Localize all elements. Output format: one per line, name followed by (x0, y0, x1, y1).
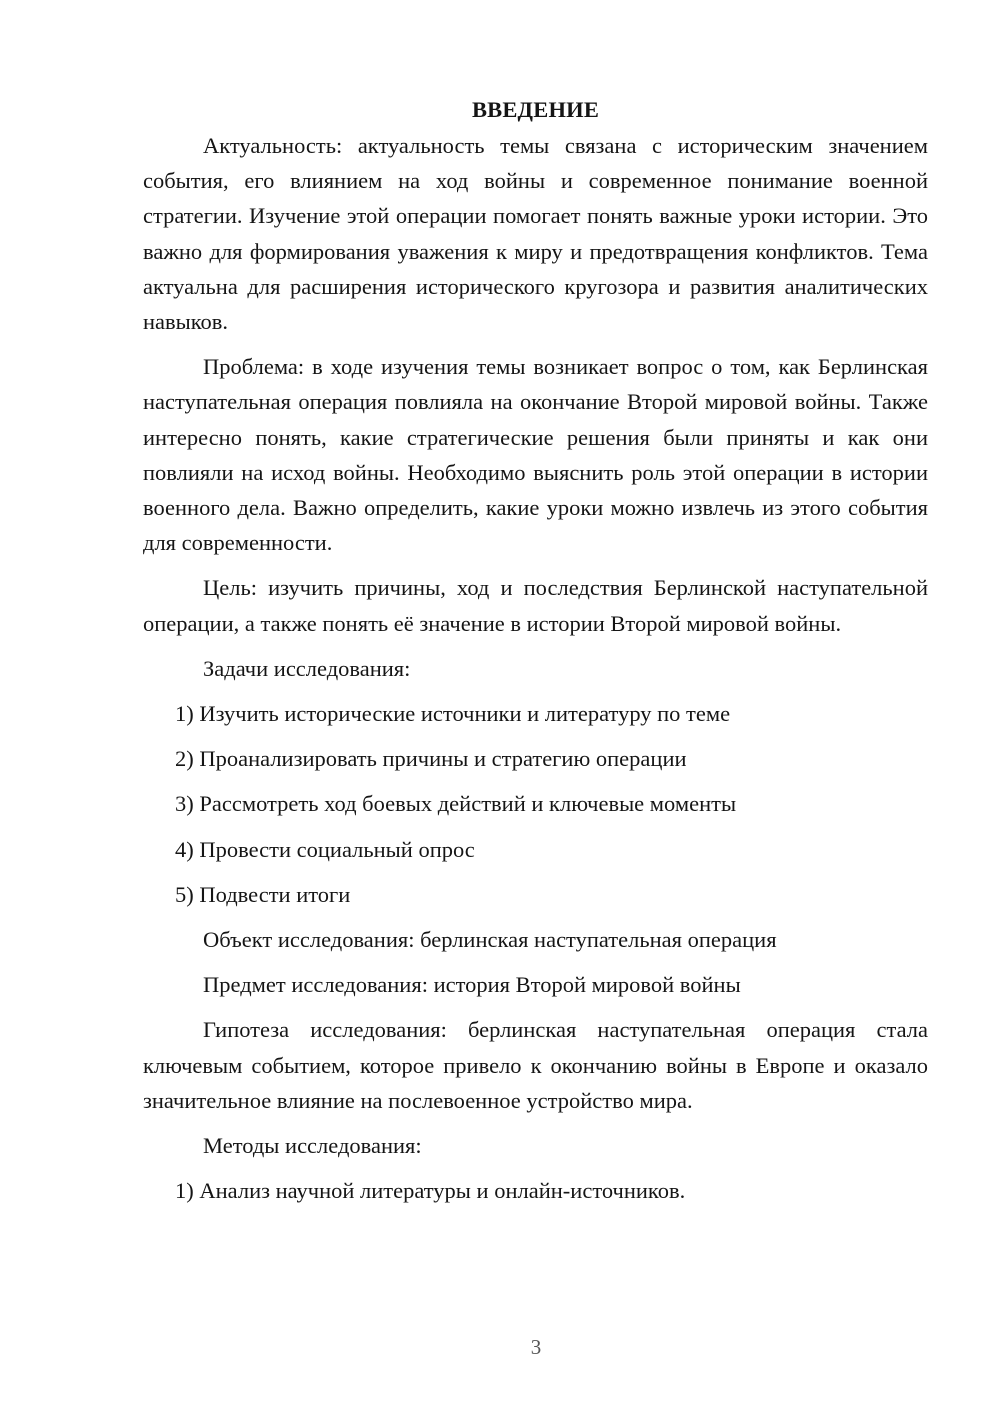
methods-heading: Методы исследования: (203, 1133, 422, 1159)
research-object: Объект исследования: берлинская наступательная операция (203, 927, 777, 953)
page-number: 3 (530, 1335, 542, 1359)
methods-list (143, 1173, 928, 1208)
goal-paragraph: Цель: изучить причины, ход и последствия Берлинской наступательной операции, а также понять её значение в истории Второй мировой войны. (143, 575, 928, 636)
task-item-4: 4) Провести социальный опрос (175, 836, 475, 862)
tasks-list (143, 696, 928, 912)
page-content (143, 92, 928, 1218)
task-item-5: 5) Подвести итоги (175, 881, 351, 907)
task-item-3: 3) Рассмотреть ход боевых действий и ключевые моменты (175, 791, 737, 817)
hypothesis-paragraph: Гипотеза исследования: берлинская наступательная операция стала ключевым событием, которое привело к окончанию войны в Европе и оказало значительное влияние на послевоенное устройство мира. (143, 1017, 928, 1113)
relevance-paragraph: Актуальность: актуальность темы связана с историческим значением события, его влиянием на ход войны и современное понимание военной стратегии. Изучение этой операции помогает понять важные уроки истории. Это важно для формирования уважения к миру и предотвращения конфликтов. Тема актуальна для расширения исторического кругозора и развития аналитических навыков. (143, 133, 928, 335)
task-item-1: 1) Изучить исторические источники и литературу по теме (175, 701, 731, 727)
research-subject: Предмет исследования: история Второй мировой войны (203, 972, 741, 998)
tasks-heading: Задачи исследования: (203, 655, 411, 681)
task-item-2: 2) Проанализировать причины и стратегию операции (175, 746, 687, 772)
method-item-1: 1) Анализ научной литературы и онлайн-источников. (175, 1178, 686, 1204)
section-title: ВВЕДЕНИЕ (471, 97, 600, 122)
problem-paragraph: Проблема: в ходе изучения темы возникает вопрос о том, как Берлинская наступательная операция повлияла на окончание Второй мировой войны. Также интересно понять, какие стратегические решения были приняты и как они повлияли на исход войны. Необходимо выяснить роль этой операции в истории военного дела. Важно определить, какие уроки можно извлечь из этого события для современности. (143, 354, 928, 556)
